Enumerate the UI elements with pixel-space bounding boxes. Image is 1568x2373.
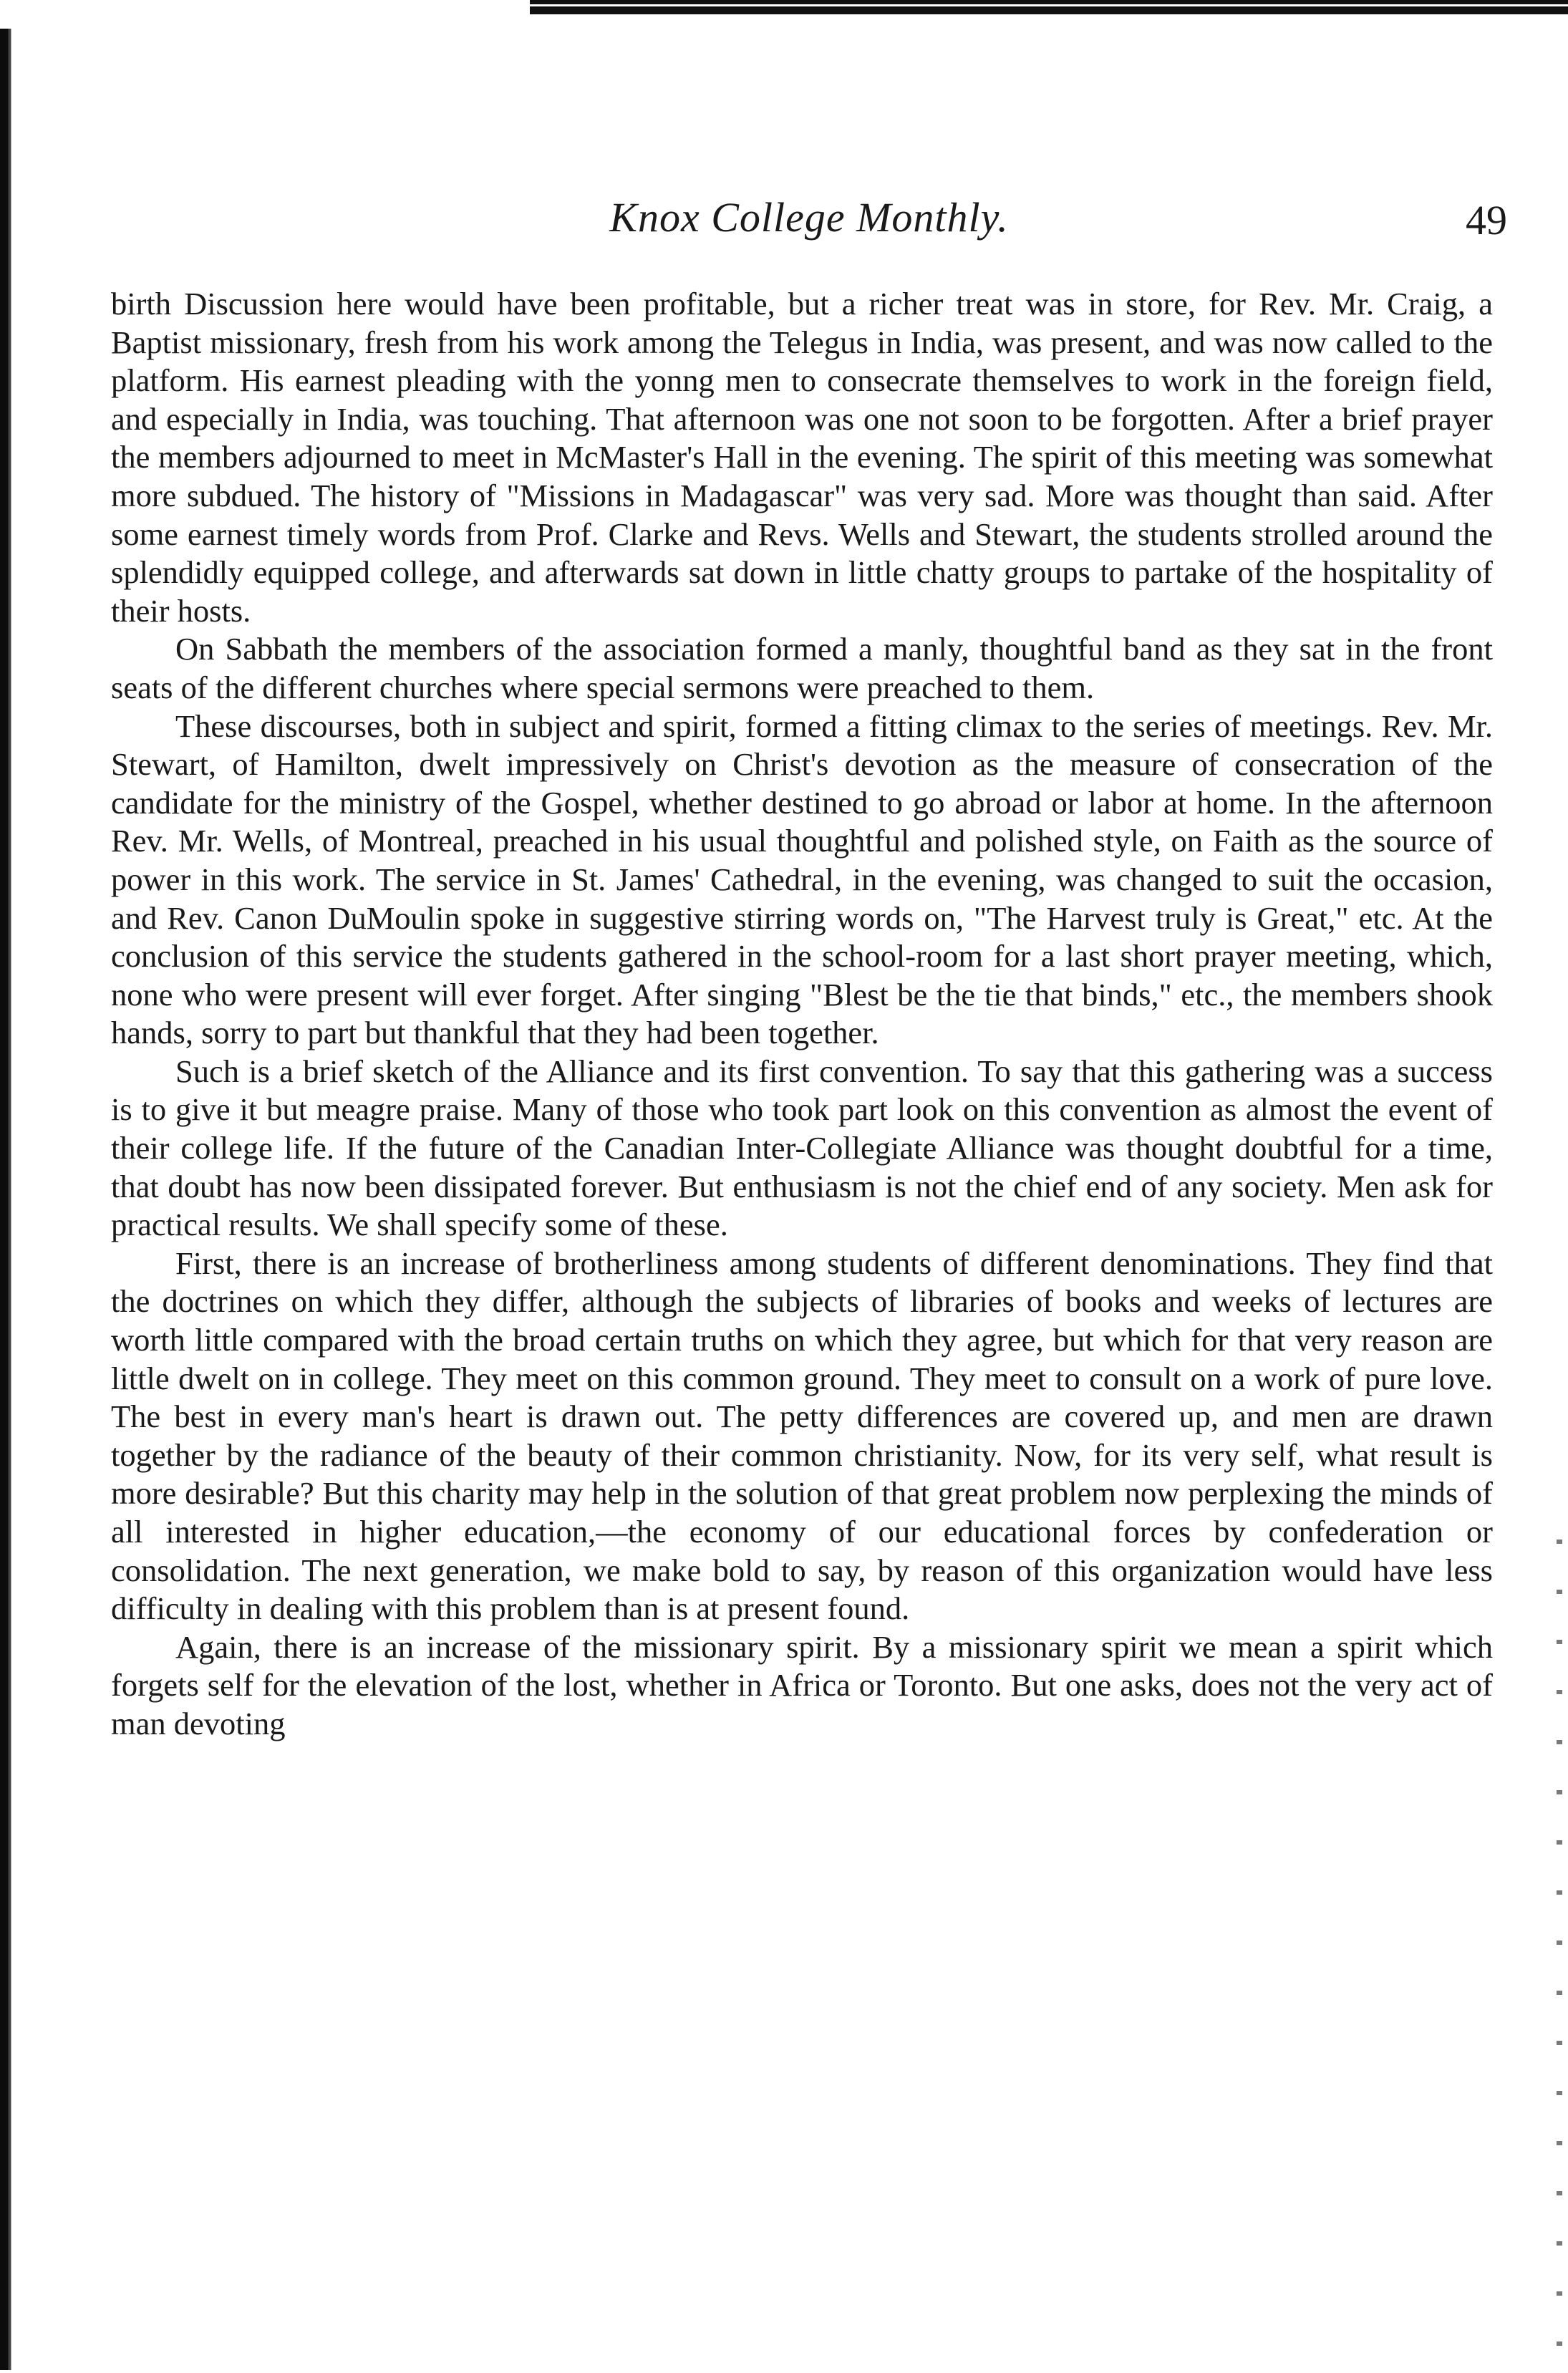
article-body (111, 285, 1493, 1744)
scan-left-edge (0, 29, 19, 2370)
paragraph: Again, there is an increase of the missionary spirit. By a missionary spirit we mean a spirit which forgets self for the elevation of the lost, whether in Africa or Toronto. But one asks, does not the very act of man devoting (111, 1628, 1493, 1741)
page-number: 49 (1466, 197, 1507, 243)
paragraph: birth Discussion here would have been profitable, but a richer treat was in store, for Rev. Mr. Craig, a Baptist missionary, fresh from his work among the Telegus in India, was present, and was now called to the platform. His earnest pleading with the yonng men to consecrate themselves to work in the foreign field, and especially in India, was touching. That afternoon was one not soon to be forgotten. After a brief prayer the members adjourned to meet in McMaster's Hall in the evening. The spirit of this meeting was somewhat more subdued. The history of "Missions in Madagascar" was very sad. More was thought than said. After some earnest timely words from Prof. Clarke and Revs. Wells and Stewart, the students strolled around the splendidly equipped college, and afterwards sat down in little chatty groups to partake of the hospitality of their hosts. (111, 286, 1493, 629)
top-border-rule (530, 0, 1568, 14)
running-title: Knox College Monthly. (609, 194, 1009, 241)
paragraph: Such is a brief sketch of the Alliance and its first convention. To say that this gathering was a success is to give it but meagre praise. Many of those who took part look on this convention as almost the event of their college life. If the future of the Canadian Inter-Collegiate Alliance was thought doubtful for a time, that doubt has now been dissipated forever. But enthusiasm is not the chief end of any society. Men ask for practical results. We shall specify some of these. (111, 1053, 1493, 1243)
paragraph: These discourses, both in subject and spirit, formed a fitting climax to the series of meetings. Rev. Mr. Stewart, of Hamilton, dwelt impressively on Christ's devotion as the measure of consecration of the candidate for the ministry of the Gospel, whether destined to go abroad or labor at home. In the afternoon Rev. Mr. Wells, of Montreal, preached in his usual thoughtful and polished style, on Faith as the source of power in this work. The service in St. James' Cathedral, in the evening, was changed to suit the occasion, and Rev. Canon DuMoulin spoke in suggestive stirring words on, "The Harvest truly is Great," etc. At the conclusion of this service the students gathered in the school-room for a last short prayer meeting, which, none who were present will ever forget. After singing "Blest be the tie that binds," etc., the members shook hands, sorry to part but thankful that they had been together. (111, 707, 1493, 1051)
scan-right-edge-specks (1557, 1540, 1562, 2356)
paragraph: On Sabbath the members of the association formed a manly, thoughtful band as they sat in the front seats of the different churches where special sermons were preached to them. (111, 631, 1493, 705)
paragraph: First, there is an increase of brotherliness among students of different denominations. They find that the doctrines on which they differ, although the subjects of libraries of books and weeks of lectures are worth little compared with the broad certain truths on which they agree, but which for that very reason are little dwelt on in college. They meet on this common ground. They meet to consult on a work of pure love. The best in every man's heart is drawn out. The petty differences are covered up, and men are drawn together by the radiance of the beauty of their common christianity. Now, for its very self, what result is more desirable? But this charity may help in the solution of that great problem now perplexing the minds of all interested in higher education,—the economy of our educational forces by confederation or consolidation. The next generation, we make bold to say, by reason of this organization would have less difficulty in dealing with this problem than is at present found. (111, 1245, 1493, 1627)
page-header (111, 193, 1507, 272)
